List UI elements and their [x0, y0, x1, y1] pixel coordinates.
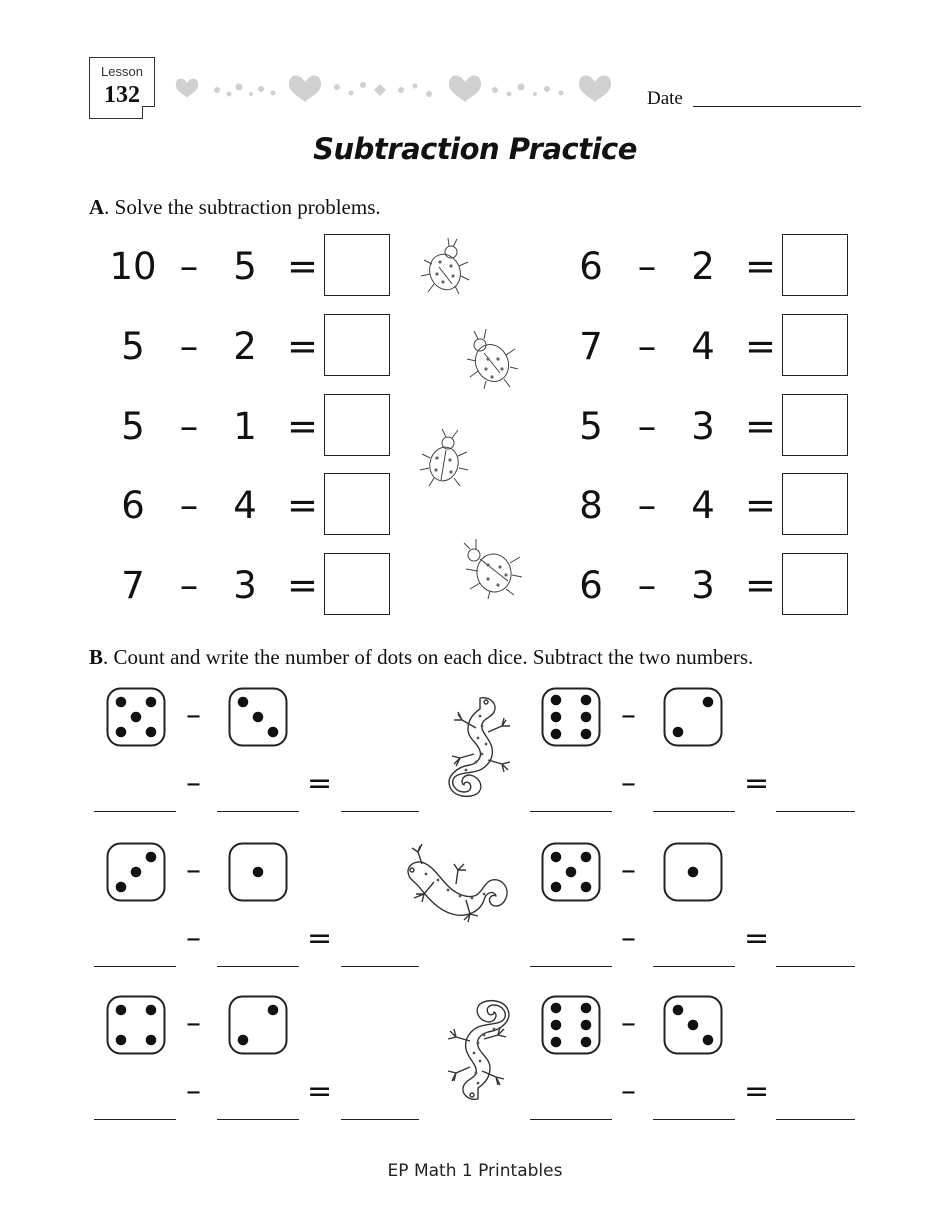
minuend: 10: [109, 245, 157, 288]
dice-pip: [688, 1020, 699, 1031]
equals-sign: =: [745, 325, 777, 368]
minus-sign: –: [621, 853, 636, 888]
dice-pip: [581, 852, 592, 863]
answer-blank[interactable]: [94, 1119, 176, 1120]
minuend: 5: [121, 405, 145, 448]
answer-box[interactable]: [324, 394, 390, 456]
minus-sign: –: [637, 564, 657, 607]
equals-sign: =: [744, 921, 770, 956]
minus-sign: –: [179, 245, 199, 288]
answer-blank[interactable]: [530, 811, 612, 812]
subtrahend: 2: [691, 245, 715, 288]
answer-blank[interactable]: [94, 811, 176, 812]
equals-sign: =: [287, 405, 319, 448]
gecko-illustration: [432, 688, 522, 803]
answer-box[interactable]: [782, 314, 848, 376]
equals-sign: =: [287, 484, 319, 527]
minuend: 6: [579, 564, 603, 607]
ladybug-illustration: [458, 325, 522, 391]
dice-pip: [253, 712, 264, 723]
answer-box[interactable]: [324, 314, 390, 376]
answer-blank[interactable]: [776, 811, 855, 812]
dice-pip: [268, 727, 279, 738]
dice-pip: [581, 882, 592, 893]
dice-6-icon: [541, 995, 601, 1055]
dice-pip: [581, 1003, 592, 1014]
dice-pip: [688, 867, 699, 878]
minus-sign: –: [621, 1074, 636, 1109]
equals-sign: =: [307, 766, 333, 801]
dice-pip: [703, 697, 714, 708]
answer-blank[interactable]: [341, 966, 419, 967]
minuend: 5: [121, 325, 145, 368]
dice-pip: [551, 712, 562, 723]
dice-pip: [581, 1037, 592, 1048]
subtrahend: 4: [691, 325, 715, 368]
answer-box[interactable]: [324, 553, 390, 615]
equals-sign: =: [744, 1074, 770, 1109]
section-a-letter: A: [89, 195, 105, 219]
minus-sign: –: [186, 1074, 201, 1109]
minus-sign: –: [179, 484, 199, 527]
page-footer: EP Math 1 Printables: [387, 1161, 563, 1181]
minus-sign: –: [186, 766, 201, 801]
dice-pip: [131, 867, 142, 878]
subtrahend: 3: [691, 405, 715, 448]
dice-3-icon: [228, 687, 288, 747]
answer-box[interactable]: [782, 553, 848, 615]
answer-blank[interactable]: [341, 1119, 419, 1120]
gecko-illustration: [438, 995, 522, 1110]
equals-sign: =: [745, 405, 777, 448]
subtrahend: 4: [233, 484, 257, 527]
dice-1-icon: [228, 842, 288, 902]
dice-pip: [116, 1035, 127, 1046]
answer-blank[interactable]: [341, 811, 419, 812]
minus-sign: –: [186, 1006, 201, 1041]
equals-sign: =: [287, 564, 319, 607]
section-a-instruction: [89, 195, 381, 220]
page-title: Subtraction Practice: [313, 132, 637, 166]
dice-pip: [146, 1035, 157, 1046]
subtrahend: 5: [233, 245, 257, 288]
subtrahend: 2: [233, 325, 257, 368]
dice-pip: [551, 1037, 562, 1048]
dice-pip: [581, 1020, 592, 1031]
section-b-instruction: [89, 645, 753, 670]
answer-box[interactable]: [782, 473, 848, 535]
minus-sign: –: [637, 405, 657, 448]
minus-sign: –: [621, 1006, 636, 1041]
answer-blank[interactable]: [653, 1119, 735, 1120]
minuend: 6: [121, 484, 145, 527]
dice-pip: [703, 1035, 714, 1046]
ladybug-illustration: [415, 236, 475, 298]
subtrahend: 1: [233, 405, 257, 448]
minus-sign: –: [186, 921, 201, 956]
date-field[interactable]: [693, 106, 861, 107]
minuend: 7: [121, 564, 145, 607]
dice-pip: [551, 852, 562, 863]
dice-pip: [116, 882, 127, 893]
minus-sign: –: [179, 405, 199, 448]
answer-box[interactable]: [324, 234, 390, 296]
dice-pip: [116, 727, 127, 738]
dice-pip: [581, 695, 592, 706]
answer-blank[interactable]: [653, 966, 735, 967]
ladybug-illustration: [418, 428, 474, 490]
answer-box[interactable]: [782, 234, 848, 296]
equals-sign: =: [745, 484, 777, 527]
equals-sign: =: [745, 245, 777, 288]
minus-sign: –: [637, 325, 657, 368]
answer-blank[interactable]: [776, 966, 855, 967]
gecko-illustration: [386, 842, 522, 942]
dice-pip: [146, 727, 157, 738]
dice-pip: [551, 1003, 562, 1014]
dice-pip: [268, 1005, 279, 1016]
dice-2-icon: [663, 687, 723, 747]
equals-sign: =: [745, 564, 777, 607]
minus-sign: –: [621, 766, 636, 801]
dice-2-icon: [228, 995, 288, 1055]
dice-pip: [146, 852, 157, 863]
equals-sign: =: [287, 245, 319, 288]
lesson-badge: [89, 57, 155, 119]
dice-pip: [131, 712, 142, 723]
decorative-border-strip: [175, 72, 620, 106]
dice-4-icon: [106, 995, 166, 1055]
dice-pip: [116, 697, 127, 708]
minuend: 8: [579, 484, 603, 527]
dice-pip: [581, 729, 592, 740]
dice-1-icon: [663, 842, 723, 902]
minus-sign: –: [621, 921, 636, 956]
subtrahend: 4: [691, 484, 715, 527]
minus-sign: –: [186, 698, 201, 733]
minus-sign: –: [621, 698, 636, 733]
equals-sign: =: [307, 1074, 333, 1109]
dice-pip: [551, 1020, 562, 1031]
dice-3-icon: [663, 995, 723, 1055]
answer-blank[interactable]: [217, 966, 299, 967]
date-label: Date: [647, 88, 683, 109]
dice-5-icon: [541, 842, 601, 902]
ladybug-illustration: [452, 535, 526, 601]
dice-pip: [146, 697, 157, 708]
answer-blank[interactable]: [776, 1119, 855, 1120]
lesson-label: Lesson: [101, 64, 143, 79]
dice-pip: [673, 1005, 684, 1016]
minus-sign: –: [179, 564, 199, 607]
dice-pip: [566, 867, 577, 878]
dice-pip: [673, 727, 684, 738]
dice-5-icon: [106, 687, 166, 747]
minus-sign: –: [186, 853, 201, 888]
subtrahend: 3: [691, 564, 715, 607]
answer-blank[interactable]: [653, 811, 735, 812]
section-a-instruction-text: . Solve the subtraction problems.: [104, 195, 381, 219]
answer-blank[interactable]: [530, 1119, 612, 1120]
answer-box[interactable]: [782, 394, 848, 456]
dice-pip: [253, 867, 264, 878]
minuend: 6: [579, 245, 603, 288]
dice-pip: [238, 697, 249, 708]
dice-pip: [238, 1035, 249, 1046]
answer-blank[interactable]: [94, 966, 176, 967]
equals-sign: =: [307, 921, 333, 956]
dice-pip: [581, 712, 592, 723]
dice-pip: [146, 1005, 157, 1016]
dice-pip: [116, 1005, 127, 1016]
answer-blank[interactable]: [217, 811, 299, 812]
section-b-letter: B: [89, 645, 104, 669]
equals-sign: =: [744, 766, 770, 801]
minus-sign: –: [637, 484, 657, 527]
page-fold-corner: [142, 106, 155, 119]
section-b-instruction-text: . Count and write the number of dots on each dice. Subtract the two numbers.: [103, 645, 754, 669]
answer-blank[interactable]: [530, 966, 612, 967]
equals-sign: =: [287, 325, 319, 368]
minuend: 7: [579, 325, 603, 368]
dice-pip: [551, 882, 562, 893]
answer-blank[interactable]: [217, 1119, 299, 1120]
dice-pip: [551, 729, 562, 740]
subtrahend: 3: [233, 564, 257, 607]
lesson-number: 132: [104, 82, 140, 108]
minuend: 5: [579, 405, 603, 448]
minus-sign: –: [637, 245, 657, 288]
answer-box[interactable]: [324, 473, 390, 535]
dice-pip: [551, 695, 562, 706]
dice-3-icon: [106, 842, 166, 902]
minus-sign: –: [179, 325, 199, 368]
dice-6-icon: [541, 687, 601, 747]
